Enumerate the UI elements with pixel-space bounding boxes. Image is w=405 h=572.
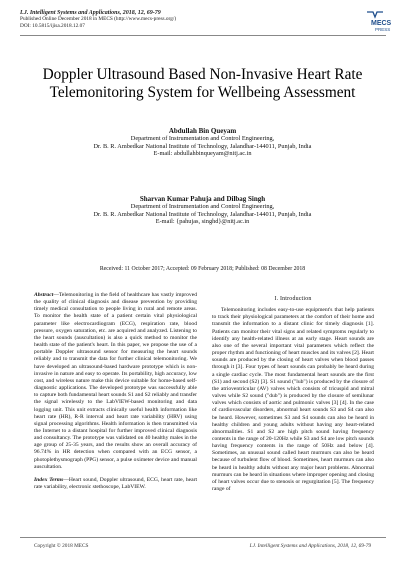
index-terms-text: —Heart sound, Doppler ultrasound, ECG, heart rate, heart rate variability, electronic stethoscope, LabVIEW. [34,476,197,491]
logo-subtext: PRESS [375,27,391,32]
abstract-text: —Telemonitoring in the field of healthcare has vastly improved the quality of clinical diagnosis and disease prevention by providing timely medical consultation to people living in rural and remote areas. To monitor the health state of a patient certain vital physiological parameter like electrocardiogram (ECG), respiration rate, blood pressure, oxygen saturation, etc. are acquired and analyzed. Listening to the heart sounds (auscultation) is also a quick method to monitor the health state of the patient's heart. In this paper, we propose the use of a portable Doppler ultrasound sensor for measuring the heart sounds reliably and to transmit the data for further clinical telemonitoring. We have developed an ultrasound-based hardware prototype which is non-invasive in nature and easy to operate. Its portability, high accuracy, low cost, and wireless nature make this device suitable for home-based self-diagnostic applications. The developed prototype was successfully able to capture both fundamental heart sounds S1 and S2 reliably and transfer the signal wirelessly to the LabVIEW-based monitoring and data logging unit. This unit extracts clinically useful health information like heart rate (HR), R-R interval and heart rate variability (HRV) using signal processing algorithms. Health information is then transmitted via the Internet to a distant hospital for further improved clinical diagnosis and consultancy. The prototype was validated on 40 healthy males in the age group of 25-35 years, and the results show an overall accuracy of 96.74% in HR detection when compared with an ECG sensor, a photoplethysmograph (PPG) sensor, a pulse oximeter device and manual auscultation. [34,292,197,470]
author-dept: Department of Instrumentation and Control Engineering, [130,203,275,211]
right-column [212,296,374,493]
abstract-label: Abstract [34,292,54,298]
logo-text: MECS [371,20,392,27]
journal-name: I.J. Intelligent Systems and Applications, 2018, 12, 69-79 [20,10,161,16]
index-terms [34,477,197,491]
left-column [34,292,197,491]
author-email: E-mail: {pahujas, singhd}@nitj.ac.in [155,218,250,226]
paper-title: Doppler Ultrasound Based Non-Invasive Heart Rate Telemonitoring System for Wellbeing Assessment [42,66,363,101]
intro-text: Telemonitoring includes easy-to-use equipment's that help patients to track their physiological parameters at the comfort of their home and transmit the information to a distant clinic for timely diagnosis [1]. Patients can monitor their vital signs and related symptoms regularly to identify any health-related illness at an early stage. Heart sounds are also one of the several important vital parameters which reflect the proper rhythm and functioning of heart muscles and its valves [2]. Heart sounds are produced by the closing of heart valves when blood passes through it [3]. Four types of heart sounds can probably be heard during a single cardiac cycle. The most fundamental heart sounds are the first (S1) and second (S2) [3]. S1 sound ("lub") is produced by the closure of the atrioventricular (AV) valves which consists of tricuspid and mitral valves while S2 sound ("dub") is produced by the closure of semilunar valves which consists of aortic and pulmonic valves [3] [4]. In the case of cardiovascular disorders, abnormal heart sounds S3 and S4 can also be heard. However, sometimes S3 and S4 sounds can also be heard in healthy children and young adults without having any heart-related abnormalities. S1 and S2 are high pitch sound having frequency contents in the range of 20-120Hz while S3 and S4 are low pitch sounds having frequency contents in the range of 50Hz and below [4]. Sometimes, an unusual sound called heart murmurs can also be heard because of turbulent flow of blood. Sometimes, heart murmurs can also be heard in healthy adults without any major heart problems. Abnormal murmurs can be heard in situations where improper opening and closing of heart valves occur due to stenosis or regurgitation [5]. The frequency range of [212,307,374,493]
index-terms-label: Index Terms [34,476,64,483]
abstract [34,292,197,471]
author-institution: Dr. B. R. Ambedkar National Institute of Technology, Jalandhar-144011, Punjab, India [93,210,312,218]
publisher-logo [333,9,393,33]
author-dept: Department of Instrumentation and Control Engineering, [130,135,275,143]
author-name: Abdullah Bin Queyam [168,127,237,135]
author-block-2 [20,196,385,226]
author-institution: Dr. B. R. Ambedkar National Institute of Technology, Jalandhar-144011, Punjab, India [93,142,312,150]
footer-divider [20,537,386,538]
received-dates: Received: 11 October 2017; Accepted: 09 February 2018; Published: 08 December 2018 [99,266,306,272]
footer-journal: I.J. Intelligent Systems and Applications, 2018, 12, 69-79 [249,543,371,549]
doi: DOI: 10.5815/ijisa.2018.12.07 [20,22,85,29]
header-divider [20,35,386,36]
section-heading: I. Introduction [274,296,312,302]
author-name: Sharvan Kumar Pahuja and Dilbag Singh [139,195,266,203]
published-online: Published Online December 2018 in MECS (http://www.mecs-press.org/) [20,16,177,23]
running-header [20,10,176,29]
author-block-1 [20,128,385,158]
footer-copyright: Copyright © 2018 MECS [34,543,89,549]
author-email: E-mail: abdullahbinqueyam@nitj.ac.in [153,150,252,158]
